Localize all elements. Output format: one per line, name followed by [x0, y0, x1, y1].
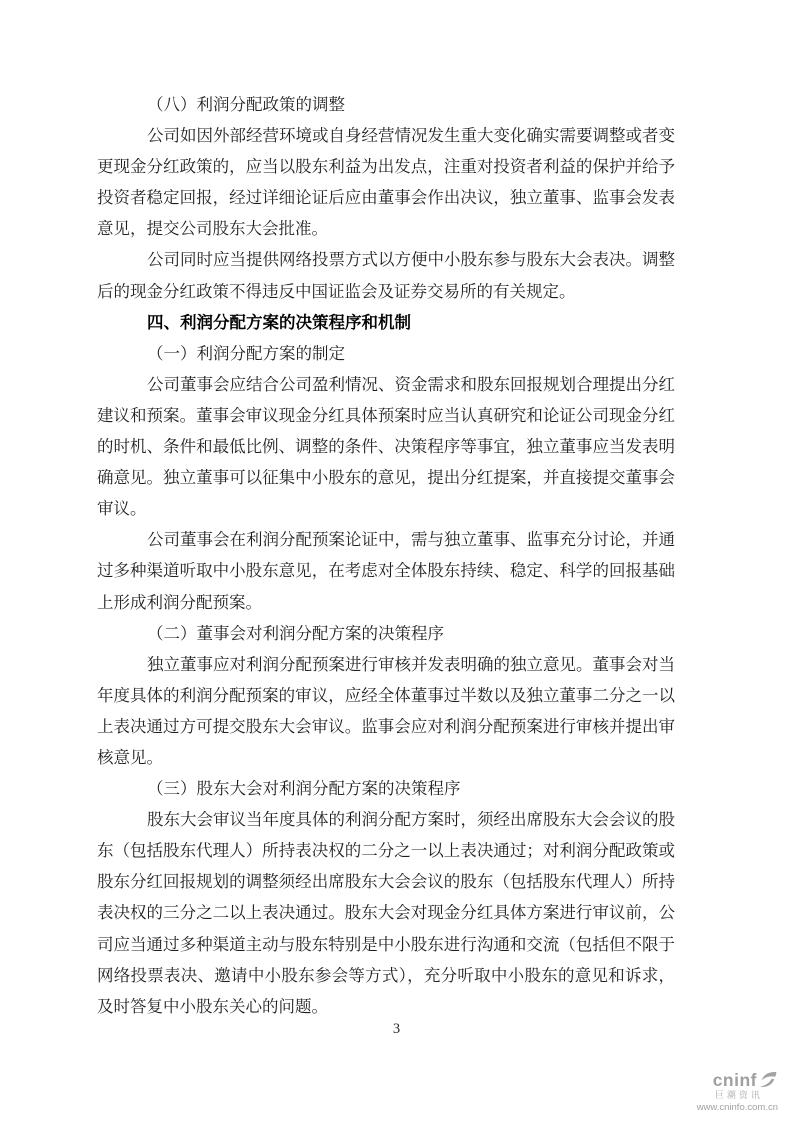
cninfo-logo-row — [697, 1070, 778, 1090]
cninfo-swirl-icon — [758, 1070, 778, 1090]
section-heading: 四、利润分配方案的决策程序和机制 — [147, 312, 411, 332]
paragraph: （一）利润分配方案的制定 — [147, 343, 345, 363]
cninfo-logo-text: cninf — [712, 1070, 757, 1090]
cninfo-url: www.cninfo.com.cn — [696, 1102, 778, 1113]
document-body — [97, 89, 675, 1022]
page-number: 3 — [392, 1021, 401, 1037]
paragraph: 独立董事应对利润分配预案进行审核并发表明确的独立意见。董事会对当年度具体的利润分配预案的审议，应经全体董事过半数以及独立董事二分之一以上表决通过方可提交股东大会审议。监事会应对利润分配预案进行审核并提出审核意见。 — [97, 654, 675, 767]
paragraph: 公司董事会应结合公司盈利情况、资金需求和股东回报规划合理提出分红建议和预案。董事会审议现金分红具体预案时应当认真研究和论证公司现金分红的时机、条件和最低比例、调整的条件、决策程序等事宜，独立董事应当发表明确意见。独立董事可以征集中小股东的意见，提出分红提案，并直接提交董事会审议。 — [97, 374, 675, 519]
paragraph: 公司董事会在利润分配预案论证中，需与独立董事、监事充分讨论，并通过多种渠道听取中小股东意见，在考虑对全体股东持续、稳定、科学的回报基础上形成利润分配预案。 — [97, 530, 675, 612]
paragraph: 股东大会审议当年度具体的利润分配方案时，须经出席股东大会会议的股东（包括股东代理人）所持表决权的二分之一以上表决通过；对利润分配政策或股东分红回报规划的调整须经出席股东大会会议的股东（包括股东代理人）所持表决权的三分之二以上表决通过。股东大会对现金分红具体方案进行审议前，公司应当通过多种渠道主动与股东特别是中小股东进行沟通和交流（包括但不限于网络投票表决、邀请中小股东参会等方式），充分听取中小股东的意见和诉求，及时答复中小股东关心的问题。 — [97, 810, 675, 1016]
paragraph: 公司如因外部经营环境或自身经营情况发生重大变化确实需要调整或者变更现金分红政策的，应当以股东利益为出发点，注重对投资者利益的保护并给予投资者稳定回报，经过详细论证后应由董事会作出决议，独立董事、监事会发表意见，提交公司股东大会批准。 — [97, 126, 675, 239]
paragraph: 公司同时应当提供网络投票方式以方便中小股东参与股东大会表决。调整后的现金分红政策不得违反中国证监会及证券交易所的有关规定。 — [97, 250, 675, 301]
paragraph: （二）董事会对利润分配方案的决策程序 — [147, 623, 444, 643]
paragraph: （三）股东大会对利润分配方案的决策程序 — [147, 779, 461, 799]
cninfo-watermark — [697, 1070, 778, 1114]
paragraph: （八）利润分配政策的调整 — [147, 95, 345, 114]
cninfo-logo-chinese: 巨潮资讯 — [714, 1090, 763, 1100]
